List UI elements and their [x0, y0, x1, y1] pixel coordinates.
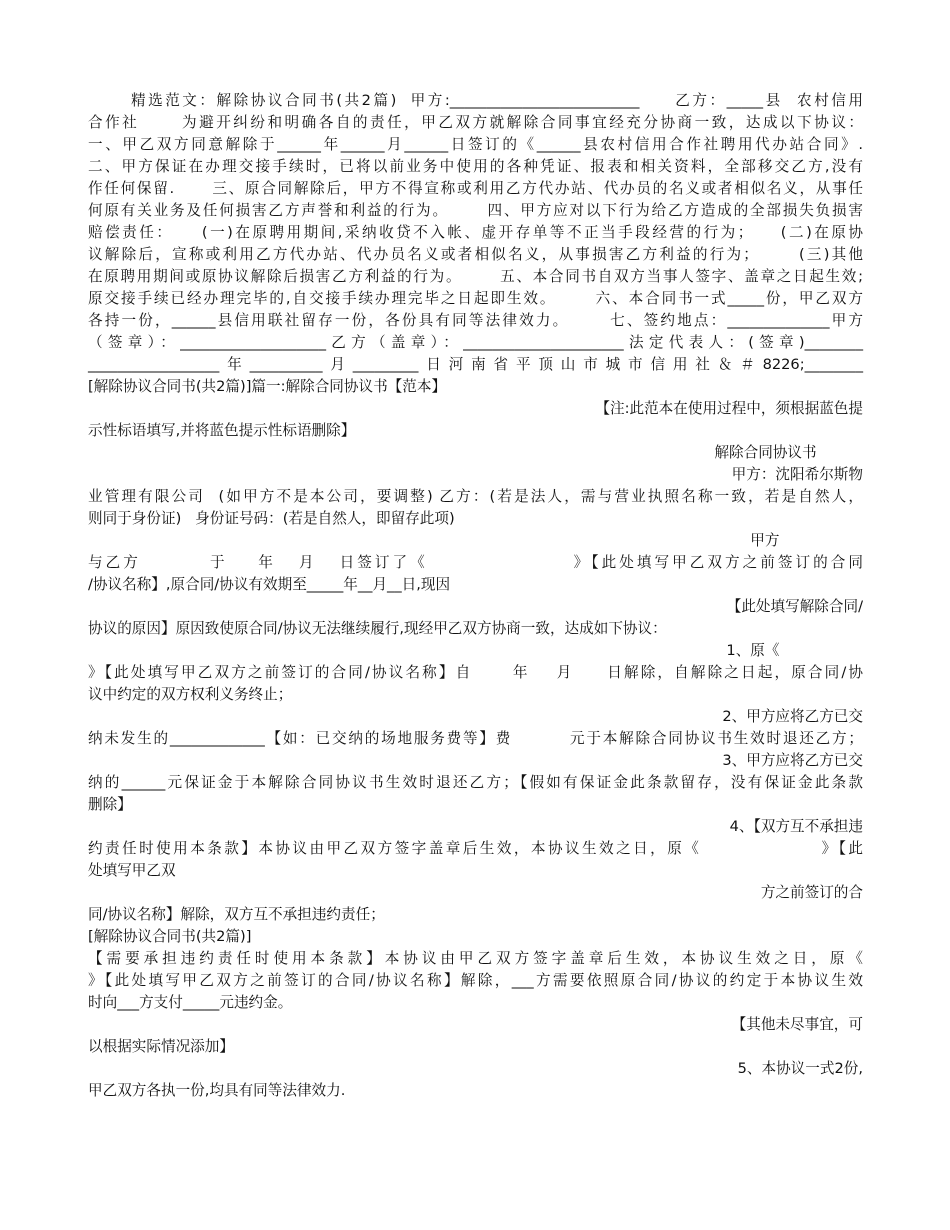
text-line: 合作社 为避开纠纷和明确各自的责任，甲乙双方就解除合同事宜经充分协商一致，达成以下协议： — [88, 114, 863, 131]
text-line: 删除】 — [88, 796, 132, 813]
text-line: /协议名称】,原合同/协议有效期至_____年__月__日,现因 — [88, 576, 451, 593]
text-line: [解除协议合同书(共2篇)] — [88, 928, 252, 945]
text-line: 处填写甲乙双 — [88, 862, 176, 879]
text-line: 【此处填写解除合同/ — [726, 598, 863, 615]
text-line: 方之前签订的合 — [760, 884, 863, 901]
text-line: 1、原《 — [726, 642, 863, 659]
text-line: 》【此处填写甲乙双方之前签订的合同/协议名称】解除，___方需要依照原合同/协议的约定于本协议生效 — [88, 972, 863, 989]
text-line: 甲乙双方各执一份,均具有同等法律效力. — [88, 1082, 346, 1099]
text-line: 协议的原因】原因致使原合同/协议无法继续履行,现经甲乙双方协商一致，达成如下协议： — [88, 620, 667, 637]
text-line: 业管理有限公司 (如甲方不是本公司，要调整) 乙方：(若是法人，需与营业执照名称一致，若是自然人， — [88, 488, 863, 505]
text-line: 纳的______元保证金于本解除合同协议书生效时退还乙方；【假如有保证金此条款留存，没有保证金此条款 — [88, 774, 863, 791]
text-line: 则同于身份证) 身份证号码：(若是自然人，即留存此项) — [88, 510, 455, 527]
text-line: （签章）：____________________乙方（盖章）：______________________法定代表人：(签章)________ — [88, 334, 863, 351]
text-line: 甲方：沈阳希尔斯物 — [731, 466, 863, 483]
text-line: 以根据实际情况添加】 — [88, 1038, 234, 1055]
text-line: 在原聘用期间或原协议解除后损害乙方利益的行为。 五、本合同书自双方当事人签字、盖章之日起生效; — [88, 268, 863, 285]
text-line: 各持一份，______县信用联社留存一份，各份具有同等法律效力。 七、签约地点：______________甲方 — [88, 312, 863, 329]
text-line: 议解除后，宣称或利用乙方代办站、代办员名义或者相似名义，从事损害乙方利益的行为； (三)其他 — [88, 246, 863, 263]
text-line: 作任何保留. 三、原合同解除后，甲方不得宣称或利用乙方代办站、代办员的名义或者相似名义，从事任 — [88, 180, 863, 197]
text-line: 示性标语填写,并将蓝色提示性标语删除】 — [88, 422, 356, 439]
text-line: 5、本协议一式2份, — [737, 1060, 863, 1077]
text-line: [解除协议合同书(共2篇)]篇一:解除合同协议书【范本】 — [88, 378, 447, 395]
text-line: 同/协议名称】解除，双方互不承担违约责任； — [88, 906, 385, 923]
text-line: 【注:此范本在使用过程中，须根据蓝色提 — [595, 400, 863, 417]
text-line: 约责任时使用本条款】本协议由甲乙双方签字盖章后生效，本协议生效之日，原《 》【此 — [88, 840, 863, 857]
text-line: 时向___方支付_____元违约金。 — [88, 994, 293, 1011]
text-line: 4、【双方互不承担违 — [729, 818, 863, 835]
text-line: 解除合同协议书 — [714, 444, 863, 461]
text-line: 3、甲方应将乙方已交 — [722, 752, 863, 769]
text-line: 甲方 — [750, 532, 863, 549]
text-line: 》【此处填写甲乙双方之前签订的合同/协议名称】自 年 月 日解除，自解除之日起，原合同/协 — [88, 664, 863, 681]
text-line: 与乙方 于 年 月 日签订了《 》【此处填写甲乙双方之前签订的合同 — [88, 554, 863, 571]
text-line: 赔偿责任： (一)在原聘用期间,采纳收贷不入帐、虚开存单等不正当手段经营的行为； (二)在原协 — [88, 224, 863, 241]
text-line: 【需要承担违约责任时使用本条款】本协议由甲乙双方签字盖章后生效，本协议生效之日，原《 — [88, 950, 863, 967]
text-line: 【其他未尽事宜，可 — [731, 1016, 863, 1033]
text-line: 纳未发生的_____________【如：已交纳的场地服务费等】费 元于本解除合同协议书生效时退还乙方； — [88, 730, 863, 747]
text-line: __________________年__________月_________日河南省平顶山市城市信用社＆＃8226;________ — [88, 356, 863, 373]
text-line: 一、甲乙双方同意解除于______年______月______日签订的《______县农村信用合作社聘用代办站合同》. — [88, 136, 863, 153]
text-line: 精选范文：解除协议合同书(共2篇) 甲方:__________________________ 乙方：_____县 农村信用 — [88, 92, 863, 109]
text-line: 议中约定的双方权利义务终止； — [88, 686, 293, 703]
text-line: 原交接手续已经办理完毕的,自交接手续办理完毕之日起即生效。 六、本合同书一式_____份，甲乙双方 — [88, 290, 863, 307]
text-line: 2、甲方应将乙方已交 — [722, 708, 863, 725]
text-line: 二、甲方保证在办理交接手续时，已将以前业务中使用的各种凭证、报表和相关资料，全部移交乙方,没有 — [88, 158, 863, 175]
text-line: 何原有关业务及任何损害乙方声誉和利益的行为。 四、甲方应对以下行为给乙方造成的全部损失负损害 — [88, 202, 863, 219]
